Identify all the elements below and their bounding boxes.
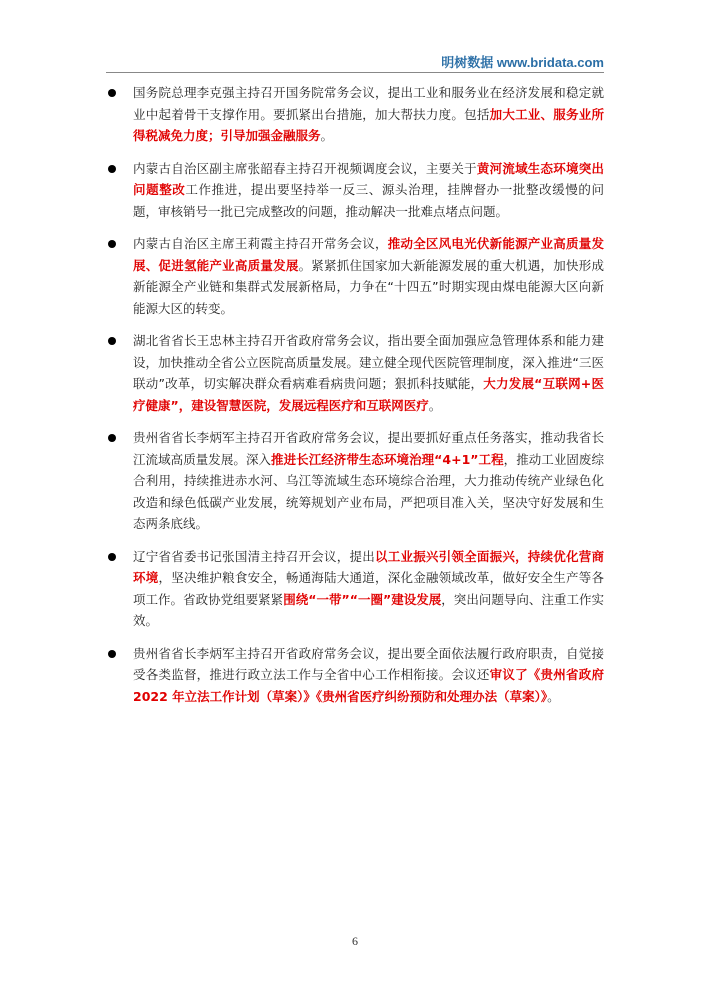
highlight-text: 黄河流域生态环境突出问题整改: [133, 160, 604, 197]
highlight-text: 推动全区风电光伏新能源产业高质量发展、促进氢能产业高质量发展: [133, 236, 604, 273]
bullet-item: [106, 546, 604, 632]
bullet-item: [106, 82, 604, 147]
bullet-item: [106, 643, 604, 708]
bullet-dot-icon: [108, 553, 116, 561]
bullet-dot-icon: [108, 434, 116, 442]
body-text: 贵州省省长李炳军主持召开省政府常务会议，提出要抓好重点任务落实，推动我省长江流域高质量发展。深入: [133, 430, 604, 467]
body-text: 。: [320, 128, 334, 143]
bullet-text: [133, 333, 604, 413]
body-text: 国务院总理李克强主持召开国务院常务会议，提出工业和服务业在经济发展和稳定就业中起着骨干支撑作用。要抓紧出台措施，加大帮扶力度。包括: [133, 85, 604, 122]
bullet-dot-icon: [108, 89, 116, 97]
bullet-dot-icon: [108, 165, 116, 173]
bullet-item: [106, 233, 604, 319]
highlight-text: 以工业振兴引领全面振兴，持续优化营商环境: [133, 548, 604, 585]
body-text: 贵州省省长李炳军主持召开省政府常务会议，提出要全面依法履行政府职责，自觉接受各类监督，推进行政立法工作与全省中心工作相衔接。会议还: [133, 645, 604, 682]
body-text: 湖北省省长王忠林主持召开省政府常务会议，指出要全面加强应急管理体系和能力建设，加快推动全省公立医院高质量发展。建立健全现代医院管理制度，深入推进“三医联动”改革，切实解决群众看病难看病贵问题；狠抓科技赋能，: [133, 333, 604, 391]
bullet-item: [106, 158, 604, 223]
bullet-text: [133, 85, 604, 143]
body-text: 。紧紧抓住国家加大新能源发展的重大机遇，加快形成新能源全产业链和集群式发展新格局，力争在“十四五”时期实现由煤电能源大区向新能源大区的转变。: [133, 257, 604, 316]
header-brand[interactable]: 明树数据 www.bridata.com: [441, 55, 604, 70]
highlight-text: 围绕“一带”“一圈”建设发展: [283, 591, 442, 607]
body-text: 辽宁省省委书记张国清主持召开会议，提出: [133, 548, 375, 564]
bullet-text: [133, 549, 604, 629]
highlight-text: 大力发展“互联网+医疗健康”，建设智慧医院，发展远程医疗和互联网医疗: [133, 376, 604, 413]
bullet-dot-icon: [108, 240, 116, 248]
bullet-dot-icon: [108, 337, 116, 345]
header-rule: [106, 72, 604, 73]
bullet-text: [133, 161, 604, 219]
bullet-text: [133, 646, 604, 704]
bullet-list: [106, 82, 604, 718]
highlight-text: 审议了《贵州省政府2022 年立法工作计划（草案）》《贵州省医疗纠纷预防和处理办法（草案）》: [133, 667, 604, 704]
body-text: 。: [547, 688, 560, 704]
highlight-text: 推进长江经济带生态环境治理“4+1”工程: [271, 451, 504, 467]
body-text: ，突出问题导向、注重工作实效。: [133, 591, 604, 628]
body-text: 工作推进，提出要坚持举一反三、源头治理，挂牌督办一批整改缓慢的问题，审核销号一批已完成整改的问题，推动解决一批难点堵点问题。: [133, 182, 604, 219]
body-text: ，推动工业固废综合利用，持续推进赤水河、乌江等流域生态环境综合治理，大力推动传统产业绿色化改造和绿色低碳产业发展，统筹规划产业布局，严把项目准入关，坚决守好发展和生态两条底线。: [133, 451, 604, 531]
body-text: 。: [428, 397, 442, 413]
highlight-text: 加大工业、服务业所得税减免力度；引导加强金融服务: [133, 106, 604, 143]
bullet-text: [133, 430, 604, 531]
bullet-item: [106, 330, 604, 416]
body-text: ，坚决维护粮食安全，畅通海陆大通道，深化金融领域改革，做好安全生产等各项工作。省政协党组要紧紧: [133, 570, 604, 607]
bullet-item: [106, 427, 604, 535]
bullet-dot-icon: [108, 650, 116, 658]
bullet-text: [133, 236, 604, 316]
page-number: 6: [352, 934, 358, 948]
body-text: 内蒙古自治区副主席张韶春主持召开视频调度会议，主要关于: [133, 160, 477, 176]
body-text: 内蒙古自治区主席王莉霞主持召开常务会议，: [133, 236, 388, 251]
